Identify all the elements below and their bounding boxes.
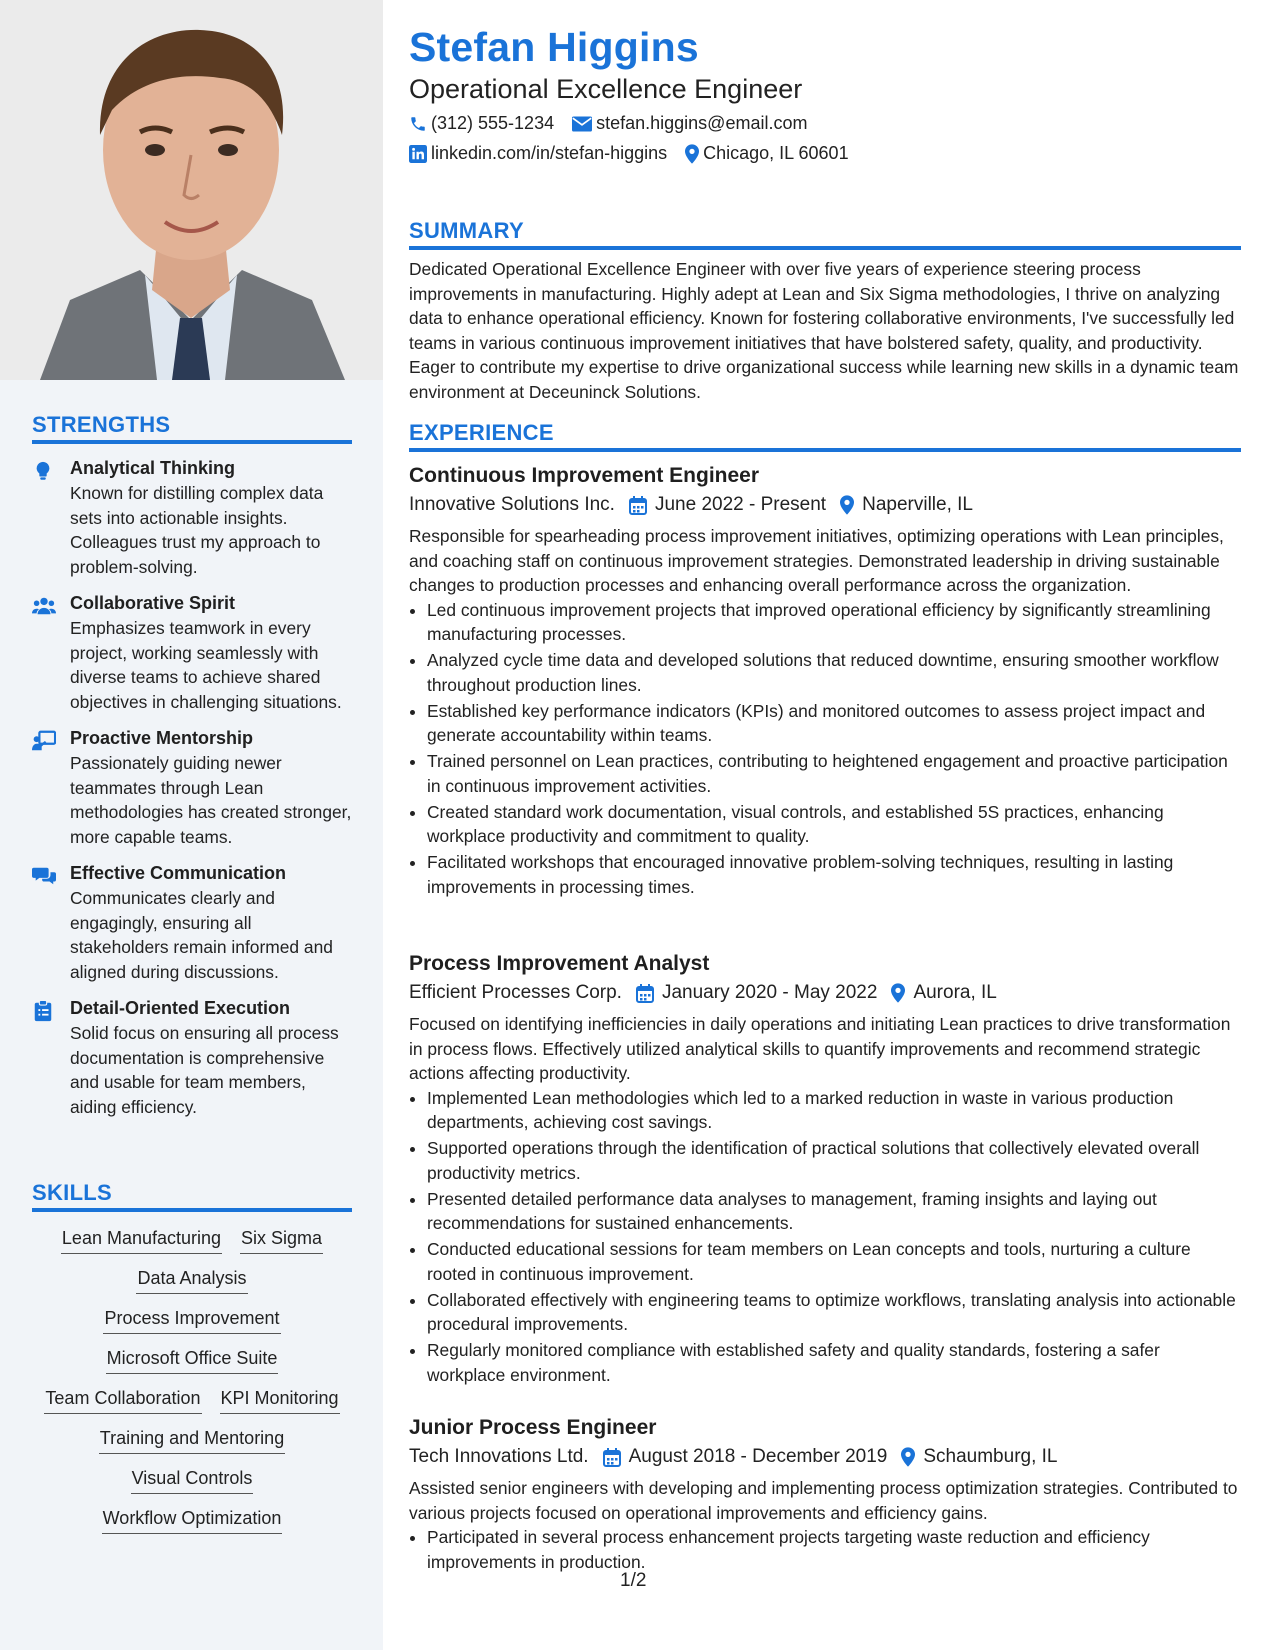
strength-item bbox=[32, 728, 352, 849]
location-text: Chicago, IL 60601 bbox=[703, 143, 849, 163]
phone-text: (312) 555-1234 bbox=[431, 113, 555, 133]
lightbulb-icon bbox=[32, 460, 54, 487]
job-bullet: • Created standard work documentation, visual controls, and established 5S practices, enhancing workplace productivity and commitment to quality. bbox=[427, 800, 1241, 849]
job-description: Focused on identifying inefficiencies in daily operations and initiating Lean practices to drive transformation in process flows. Effectively utilized analytical skills to quantify improvements and recommend strategic actions affecting productivity. bbox=[409, 1014, 1231, 1083]
skill-item: KPI Monitoring bbox=[220, 1388, 340, 1414]
job-bullet: • Facilitated workshops that encouraged innovative problem-solving techniques, resulting in lasting improvements in processing times. bbox=[427, 850, 1241, 899]
location-contact bbox=[685, 143, 848, 164]
candidate-title: Operational Excellence Engineer bbox=[409, 74, 803, 104]
job-bullet: • Established key performance indicators (KPIs) and monitored outcomes to assess project impact and generate accountability within teams. bbox=[427, 699, 1241, 748]
job-company: Efficient Processes Corp. bbox=[409, 982, 622, 1003]
calendar-icon bbox=[636, 984, 654, 1003]
strength-desc: Passionately guiding newer teammates through Lean methodologies has created stronger, more capable teams. bbox=[70, 753, 352, 847]
email-text: stefan.higgins@email.com bbox=[596, 113, 808, 133]
job-meta bbox=[409, 982, 1241, 1004]
job-meta bbox=[409, 494, 1241, 516]
map-marker-icon bbox=[840, 495, 854, 515]
job-company: Tech Innovations Ltd. bbox=[409, 1446, 589, 1467]
job-role: Continuous Improvement Engineer bbox=[409, 464, 760, 487]
strength-desc: Emphasizes teamwork in every project, working seamlessly with diverse teams to achieve shared objectives in challenging situations. bbox=[70, 618, 342, 712]
job-bullet: • Implemented Lean methodologies which led to a marked reduction in waste in various production departments, achieving cost savings. bbox=[427, 1086, 1241, 1135]
clipboard-list-icon bbox=[32, 1000, 54, 1027]
sidebar bbox=[0, 0, 383, 1650]
map-marker-icon bbox=[685, 144, 699, 164]
linkedin-text: linkedin.com/in/stefan-higgins bbox=[431, 143, 668, 163]
skill-item: Visual Controls bbox=[131, 1468, 254, 1494]
summary-section bbox=[409, 218, 1241, 404]
job-meta bbox=[409, 1446, 1241, 1468]
job-bullet: • Supported operations through the identification of practical solutions that collectively elevated overall productivity metrics. bbox=[427, 1136, 1241, 1185]
job-dates: August 2018 - December 2019 bbox=[628, 1446, 888, 1467]
skill-item: Training and Mentoring bbox=[99, 1428, 285, 1454]
strength-title: Collaborative Spirit bbox=[70, 593, 236, 613]
contact-row-2 bbox=[409, 143, 867, 164]
skill-item: Workflow Optimization bbox=[102, 1508, 283, 1534]
job-entry bbox=[409, 464, 1241, 901]
users-icon bbox=[32, 595, 56, 622]
job-bullet: • Led continuous improvement projects that improved operational efficiency by significantly streamlining manufacturing processes. bbox=[427, 598, 1241, 647]
job-location: Aurora, IL bbox=[913, 982, 997, 1003]
job-location: Schaumburg, IL bbox=[923, 1446, 1058, 1467]
summary-heading: SUMMARY bbox=[409, 218, 1241, 250]
job-bullets bbox=[409, 1086, 1241, 1388]
job-entry bbox=[409, 952, 1241, 1389]
skills-section bbox=[32, 1180, 352, 1534]
page-number: 1/2 bbox=[620, 1570, 647, 1591]
skill-item: Lean Manufacturing bbox=[61, 1228, 222, 1254]
chalkboard-teacher-icon bbox=[32, 730, 56, 757]
strength-item bbox=[32, 863, 352, 984]
comments-icon bbox=[32, 865, 56, 892]
job-bullet: • Collaborated effectively with engineering teams to optimize workflows, translating analysis into actionable procedural improvements. bbox=[427, 1288, 1241, 1337]
strengths-section bbox=[32, 412, 352, 1119]
job-bullet: • Presented detailed performance data analyses to management, framing insights and laying out recommendations for sustained enhancements. bbox=[427, 1187, 1241, 1236]
strength-title: Analytical Thinking bbox=[70, 458, 236, 478]
strength-title: Effective Communication bbox=[70, 863, 287, 883]
job-bullet: • Analyzed cycle time data and developed solutions that reduced downtime, ensuring smoother workflow throughout production lines. bbox=[427, 648, 1241, 697]
strength-title: Detail-Oriented Execution bbox=[70, 998, 291, 1018]
job-bullet: • Participated in several process enhancement projects targeting waste reduction and efficiency improvements in production. bbox=[427, 1525, 1241, 1574]
job-company: Innovative Solutions Inc. bbox=[409, 494, 615, 515]
skills-list bbox=[32, 1228, 352, 1534]
job-dates: January 2020 - May 2022 bbox=[661, 982, 878, 1003]
email-contact[interactable] bbox=[572, 113, 807, 134]
job-entry bbox=[409, 1416, 1241, 1576]
experience-heading: EXPERIENCE bbox=[409, 420, 1241, 452]
profile-photo-portrait bbox=[0, 0, 383, 380]
candidate-name: Stefan Higgins bbox=[409, 24, 699, 70]
skill-item: Data Analysis bbox=[136, 1268, 247, 1294]
calendar-icon bbox=[629, 496, 647, 515]
strength-title: Proactive Mentorship bbox=[70, 728, 254, 748]
strength-desc: Communicates clearly and engagingly, ensuring all stakeholders remain informed and aligned during discussions. bbox=[70, 888, 333, 982]
job-role: Process Improvement Analyst bbox=[409, 952, 710, 975]
phone-icon bbox=[409, 115, 427, 133]
skill-item: Process Improvement bbox=[103, 1308, 280, 1334]
map-marker-icon bbox=[891, 983, 905, 1003]
strength-desc: Known for distilling complex data sets into actionable insights. Colleagues trust my approach to problem-solving. bbox=[70, 483, 324, 577]
envelope-icon bbox=[572, 116, 592, 132]
summary-text: Dedicated Operational Excellence Engineer with over five years of experience steering process improvements in manufacturing. Highly adept at Lean and Six Sigma methodologies, I thrive on analyzing data to enhance operational efficiency. Known for fostering collaborative environments, I've successfully led teams in various continuous improvement initiatives that have bolstered safety, quality, and productivity. Eager to contribute my expertise to drive organizational success while learning new skills in a dynamic team environment at Deceuninck Solutions. bbox=[409, 259, 1239, 402]
job-location: Naperville, IL bbox=[862, 494, 973, 515]
strength-item bbox=[32, 593, 352, 714]
strength-item bbox=[32, 458, 352, 579]
profile-photo bbox=[0, 0, 383, 380]
skill-item: Six Sigma bbox=[240, 1228, 323, 1254]
skill-item: Microsoft Office Suite bbox=[106, 1348, 279, 1374]
job-bullets bbox=[409, 598, 1241, 900]
job-bullets bbox=[409, 1525, 1241, 1574]
skill-item: Team Collaboration bbox=[44, 1388, 201, 1414]
linkedin-icon bbox=[409, 145, 427, 163]
linkedin-contact[interactable] bbox=[409, 143, 667, 164]
job-dates: June 2022 - Present bbox=[654, 494, 827, 515]
experience-section bbox=[409, 420, 1241, 452]
contact-row-1 bbox=[409, 113, 825, 134]
job-bullet: • Conducted educational sessions for team members on Lean concepts and tools, nurturing a culture rooted in continuous improvement. bbox=[427, 1237, 1241, 1286]
strength-desc: Solid focus on ensuring all process documentation is comprehensive and usable for team members, aiding efficiency. bbox=[70, 1023, 339, 1117]
job-role: Junior Process Engineer bbox=[409, 1416, 657, 1439]
calendar-icon bbox=[603, 1448, 621, 1467]
phone-contact[interactable] bbox=[409, 113, 554, 134]
job-description: Assisted senior engineers with developing and implementing process optimization strategies. Contributed to various projects focused on operational improvements and efficiency gains. bbox=[409, 1478, 1238, 1523]
job-bullet: • Regularly monitored compliance with established safety and quality standards, fostering a safer workplace environment. bbox=[427, 1338, 1241, 1387]
map-marker-icon bbox=[901, 1447, 915, 1467]
job-description: Responsible for spearheading process improvement initiatives, optimizing operations with Lean principles, and coaching staff on continuous improvement strategies. Demonstrated leadership in driving sustainable changes to production processes and enhancing overall performance across the organization. bbox=[409, 526, 1224, 595]
strengths-heading: STRENGTHS bbox=[32, 412, 352, 444]
strength-item bbox=[32, 998, 352, 1119]
skills-heading: SKILLS bbox=[32, 1180, 352, 1212]
job-bullet: • Trained personnel on Lean practices, contributing to heightened engagement and proactive participation in continuous improvement activities. bbox=[427, 749, 1241, 798]
